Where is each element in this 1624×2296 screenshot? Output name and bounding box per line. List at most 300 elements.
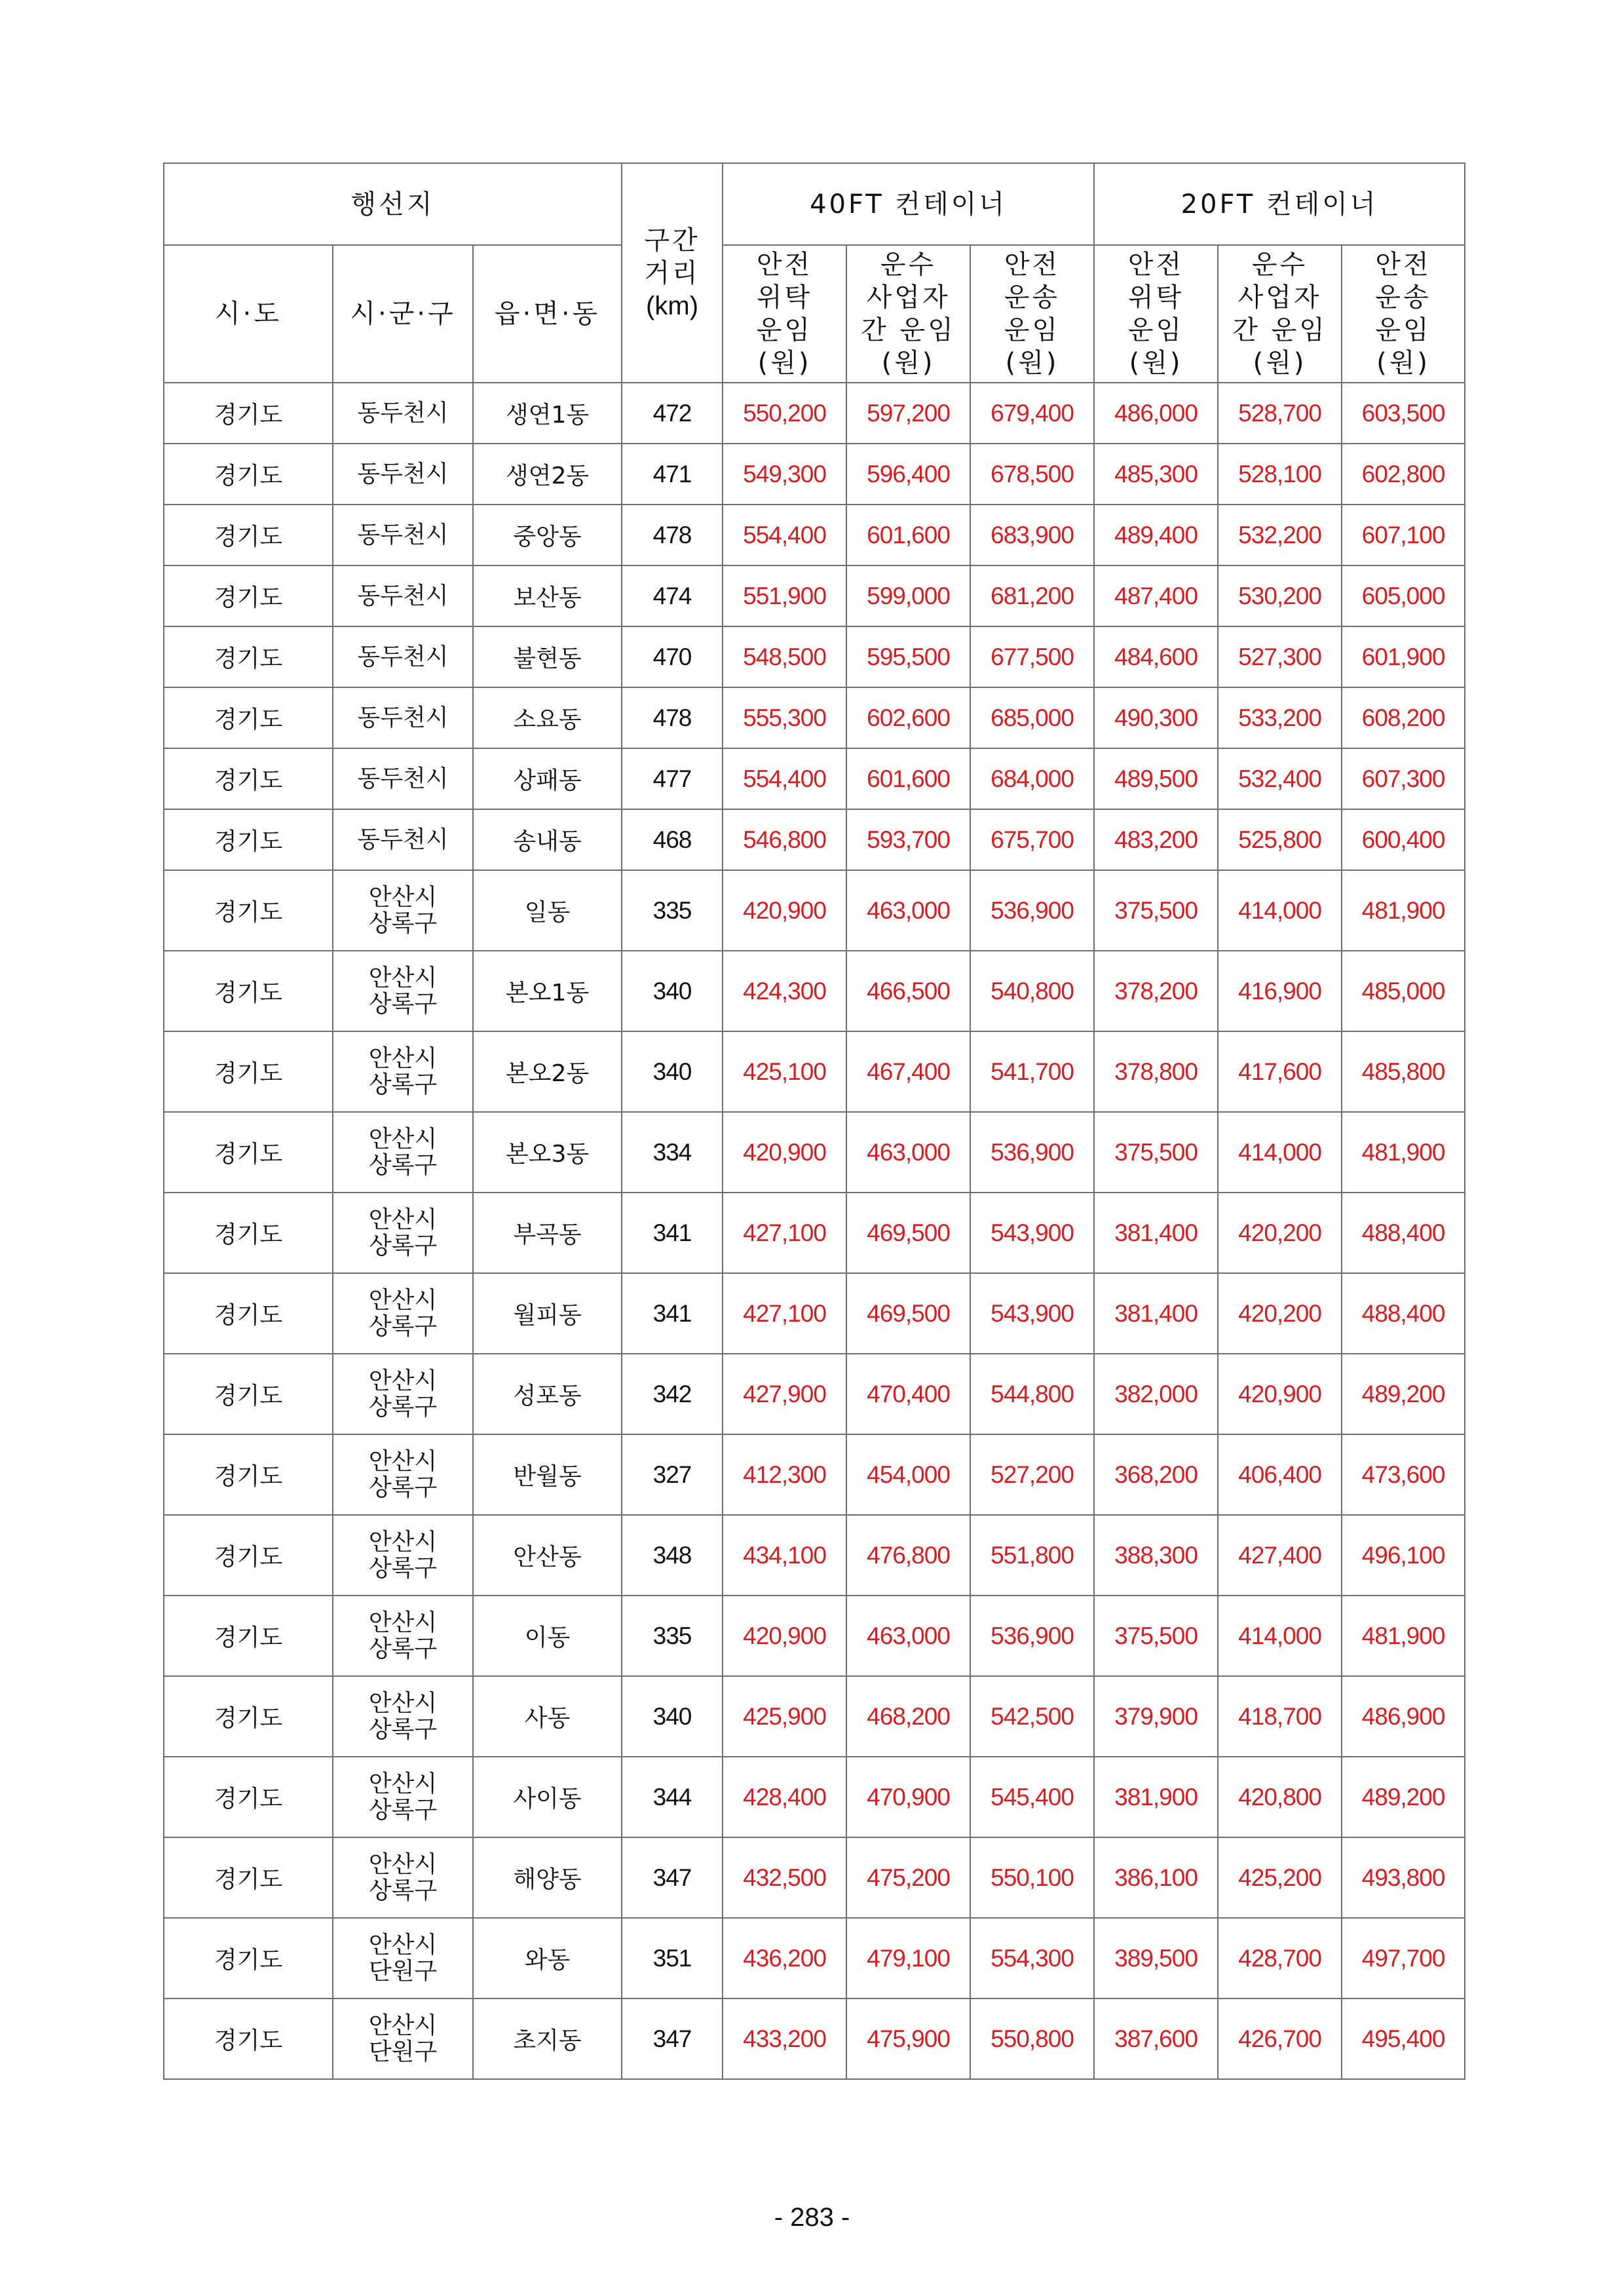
cell-40ft-safe-consign: 548,500 xyxy=(723,626,846,687)
cell-distance-km: 348 xyxy=(622,1515,723,1596)
cell-20ft-safe-consign: 381,900 xyxy=(1094,1757,1218,1837)
cell-sigungu xyxy=(333,1434,473,1515)
cell-40ft-safe-transport: 540,800 xyxy=(970,951,1094,1031)
cell-20ft-carrier: 427,400 xyxy=(1218,1515,1342,1596)
sigungu-line: 상록구 xyxy=(368,1877,438,1904)
cell-20ft-safe-transport: 485,000 xyxy=(1342,951,1465,1031)
cell-20ft-carrier: 406,400 xyxy=(1218,1434,1342,1515)
cell-20ft-safe-transport: 601,900 xyxy=(1342,626,1465,687)
cell-40ft-carrier: 596,400 xyxy=(846,444,970,505)
header-40ft-safe-consign-rate: 안전 위탁 운임 (원) xyxy=(723,245,846,383)
cell-sido: 경기도 xyxy=(164,565,333,626)
cell-dong: 안산동 xyxy=(473,1515,622,1596)
table-row xyxy=(164,1112,1465,1193)
cell-20ft-carrier: 420,800 xyxy=(1218,1757,1342,1837)
cell-dong: 생연1동 xyxy=(473,383,622,444)
cell-dong: 와동 xyxy=(473,1918,622,1999)
cell-20ft-safe-transport: 608,200 xyxy=(1342,687,1465,748)
cell-40ft-safe-consign: 427,100 xyxy=(723,1193,846,1273)
cell-40ft-safe-transport: 542,500 xyxy=(970,1676,1094,1757)
cell-sido: 경기도 xyxy=(164,1676,333,1757)
cell-20ft-carrier: 418,700 xyxy=(1218,1676,1342,1757)
cell-20ft-safe-transport: 488,400 xyxy=(1342,1273,1465,1354)
cell-20ft-safe-transport: 602,800 xyxy=(1342,444,1465,505)
cell-dong: 이동 xyxy=(473,1596,622,1676)
cell-distance-km: 478 xyxy=(622,505,723,565)
cell-distance-km: 327 xyxy=(622,1434,723,1515)
header-20ft-carrier-rate: 운수 사업자 간 운임 (원) xyxy=(1218,245,1342,383)
table-row xyxy=(164,870,1465,951)
cell-sigungu xyxy=(333,1837,473,1918)
table-row xyxy=(164,748,1465,809)
cell-40ft-safe-consign: 428,400 xyxy=(723,1757,846,1837)
cell-40ft-carrier: 475,200 xyxy=(846,1837,970,1918)
cell-20ft-safe-transport: 488,400 xyxy=(1342,1193,1465,1273)
table-row xyxy=(164,951,1465,1031)
cell-distance-km: 341 xyxy=(622,1193,723,1273)
cell-20ft-carrier: 528,700 xyxy=(1218,383,1342,444)
cell-sido: 경기도 xyxy=(164,1434,333,1515)
cell-20ft-safe-consign: 379,900 xyxy=(1094,1676,1218,1757)
cell-40ft-safe-consign: 424,300 xyxy=(723,951,846,1031)
table-row xyxy=(164,1515,1465,1596)
cell-20ft-safe-consign: 485,300 xyxy=(1094,444,1218,505)
cell-40ft-safe-transport: 536,900 xyxy=(970,1596,1094,1676)
cell-dong: 사이동 xyxy=(473,1757,622,1837)
cell-20ft-safe-consign: 387,600 xyxy=(1094,1999,1218,2079)
table-row xyxy=(164,1434,1465,1515)
cell-40ft-safe-consign: 425,100 xyxy=(723,1031,846,1112)
cell-sigungu xyxy=(333,1273,473,1354)
cell-20ft-safe-consign: 378,200 xyxy=(1094,951,1218,1031)
cell-distance-km: 472 xyxy=(622,383,723,444)
cell-distance-km: 471 xyxy=(622,444,723,505)
cell-dong: 상패동 xyxy=(473,748,622,809)
sigungu-line: 동두천시 xyxy=(357,826,449,853)
cell-sido: 경기도 xyxy=(164,1918,333,1999)
sigungu-line: 안산시 xyxy=(368,964,438,991)
sigungu-line: 안산시 xyxy=(368,1770,438,1797)
header-20ft-container: 20FT 컨테이너 xyxy=(1094,163,1465,245)
cell-20ft-safe-consign: 381,400 xyxy=(1094,1193,1218,1273)
cell-sido: 경기도 xyxy=(164,1837,333,1918)
cell-40ft-carrier: 463,000 xyxy=(846,1112,970,1193)
table-row xyxy=(164,1273,1465,1354)
cell-40ft-safe-transport: 544,800 xyxy=(970,1354,1094,1434)
cell-40ft-safe-transport: 678,500 xyxy=(970,444,1094,505)
cell-40ft-safe-consign: 420,900 xyxy=(723,870,846,951)
table-row xyxy=(164,1354,1465,1434)
cell-20ft-safe-transport: 473,600 xyxy=(1342,1434,1465,1515)
cell-40ft-safe-transport: 543,900 xyxy=(970,1193,1094,1273)
header-distance: 구간 거리 (km) xyxy=(622,163,723,383)
sigungu-line: 안산시 xyxy=(368,1931,438,1959)
sigungu-line: 안산시 xyxy=(368,1689,438,1717)
cell-20ft-safe-consign: 375,500 xyxy=(1094,1596,1218,1676)
sigungu-line: 상록구 xyxy=(368,1232,438,1259)
cell-40ft-carrier: 463,000 xyxy=(846,870,970,951)
sigungu-line: 동두천시 xyxy=(357,521,449,548)
cell-40ft-carrier: 463,000 xyxy=(846,1596,970,1676)
cell-sido: 경기도 xyxy=(164,1757,333,1837)
cell-sido: 경기도 xyxy=(164,870,333,951)
cell-20ft-safe-consign: 382,000 xyxy=(1094,1354,1218,1434)
cell-20ft-safe-transport: 493,800 xyxy=(1342,1837,1465,1918)
cell-40ft-safe-transport: 551,800 xyxy=(970,1515,1094,1596)
sigungu-line: 동두천시 xyxy=(357,399,449,427)
cell-40ft-safe-transport: 677,500 xyxy=(970,626,1094,687)
cell-20ft-carrier: 425,200 xyxy=(1218,1837,1342,1918)
cell-20ft-safe-consign: 368,200 xyxy=(1094,1434,1218,1515)
sigungu-line: 동두천시 xyxy=(357,460,449,488)
cell-20ft-carrier: 428,700 xyxy=(1218,1918,1342,1999)
cell-40ft-safe-consign: 433,200 xyxy=(723,1999,846,2079)
cell-40ft-safe-consign: 551,900 xyxy=(723,565,846,626)
header-sido: 시·도 xyxy=(164,245,333,383)
sigungu-line: 동두천시 xyxy=(357,643,449,670)
cell-sido: 경기도 xyxy=(164,1354,333,1434)
cell-40ft-safe-consign: 555,300 xyxy=(723,687,846,748)
sigungu-line: 안산시 xyxy=(368,1850,438,1878)
cell-distance-km: 478 xyxy=(622,687,723,748)
cell-40ft-safe-transport: 550,100 xyxy=(970,1837,1094,1918)
cell-20ft-carrier: 527,300 xyxy=(1218,626,1342,687)
sigungu-line: 안산시 xyxy=(368,1044,438,1072)
table-row xyxy=(164,1193,1465,1273)
cell-40ft-carrier: 599,000 xyxy=(846,565,970,626)
cell-dong: 반월동 xyxy=(473,1434,622,1515)
sigungu-line: 동두천시 xyxy=(357,582,449,609)
table-row xyxy=(164,383,1465,444)
cell-40ft-safe-transport: 684,000 xyxy=(970,748,1094,809)
cell-sido: 경기도 xyxy=(164,1999,333,2079)
cell-20ft-safe-transport: 481,900 xyxy=(1342,870,1465,951)
cell-40ft-safe-transport: 527,200 xyxy=(970,1434,1094,1515)
cell-dong: 성포동 xyxy=(473,1354,622,1434)
cell-40ft-carrier: 476,800 xyxy=(846,1515,970,1596)
cell-20ft-carrier: 525,800 xyxy=(1218,809,1342,870)
header-40ft-safe-transport-rate: 안전 운송 운임 (원) xyxy=(970,245,1094,383)
table-row xyxy=(164,444,1465,505)
cell-sido: 경기도 xyxy=(164,1596,333,1676)
table-row xyxy=(164,1757,1465,1837)
cell-40ft-safe-transport: 681,200 xyxy=(970,565,1094,626)
cell-40ft-carrier: 469,500 xyxy=(846,1273,970,1354)
sigungu-line: 안산시 xyxy=(368,1367,438,1394)
cell-sigungu xyxy=(333,951,473,1031)
cell-dong: 본오1동 xyxy=(473,951,622,1031)
cell-40ft-carrier: 593,700 xyxy=(846,809,970,870)
cell-40ft-safe-consign: 554,400 xyxy=(723,505,846,565)
cell-dong: 월피동 xyxy=(473,1273,622,1354)
header-40ft-container: 40FT 컨테이너 xyxy=(723,163,1094,245)
cell-distance-km: 342 xyxy=(622,1354,723,1434)
cell-40ft-safe-transport: 536,900 xyxy=(970,870,1094,951)
cell-sido: 경기도 xyxy=(164,626,333,687)
cell-40ft-carrier: 454,000 xyxy=(846,1434,970,1515)
cell-40ft-carrier: 470,900 xyxy=(846,1757,970,1837)
cell-20ft-safe-consign: 487,400 xyxy=(1094,565,1218,626)
cell-40ft-carrier: 479,100 xyxy=(846,1918,970,1999)
cell-distance-km: 340 xyxy=(622,1676,723,1757)
table-row xyxy=(164,1837,1465,1918)
sigungu-line: 단원구 xyxy=(368,1957,438,1985)
cell-20ft-safe-transport: 485,800 xyxy=(1342,1031,1465,1112)
cell-dong: 소요동 xyxy=(473,687,622,748)
cell-distance-km: 340 xyxy=(622,951,723,1031)
cell-40ft-safe-transport: 536,900 xyxy=(970,1112,1094,1193)
cell-distance-km: 477 xyxy=(622,748,723,809)
sigungu-line: 상록구 xyxy=(368,1312,438,1340)
cell-sido: 경기도 xyxy=(164,1112,333,1193)
cell-distance-km: 344 xyxy=(622,1757,723,1837)
freight-rate-table xyxy=(163,163,1465,2080)
table-row xyxy=(164,1918,1465,1999)
cell-20ft-carrier: 416,900 xyxy=(1218,951,1342,1031)
cell-40ft-safe-consign: 546,800 xyxy=(723,809,846,870)
sigungu-line: 상록구 xyxy=(368,1151,438,1179)
cell-dong: 불현동 xyxy=(473,626,622,687)
cell-20ft-safe-consign: 389,500 xyxy=(1094,1918,1218,1999)
cell-20ft-safe-transport: 607,100 xyxy=(1342,505,1465,565)
table-row xyxy=(164,687,1465,748)
cell-20ft-safe-transport: 605,000 xyxy=(1342,565,1465,626)
cell-dong: 송내동 xyxy=(473,809,622,870)
cell-40ft-safe-transport: 550,800 xyxy=(970,1999,1094,2079)
cell-dong: 본오3동 xyxy=(473,1112,622,1193)
cell-40ft-carrier: 601,600 xyxy=(846,505,970,565)
sigungu-line: 상록구 xyxy=(368,990,438,1018)
cell-distance-km: 351 xyxy=(622,1918,723,1999)
cell-dong: 초지동 xyxy=(473,1999,622,2079)
cell-sido: 경기도 xyxy=(164,748,333,809)
cell-sido: 경기도 xyxy=(164,809,333,870)
sigungu-line: 상록구 xyxy=(368,1635,438,1662)
cell-20ft-safe-consign: 489,400 xyxy=(1094,505,1218,565)
cell-20ft-safe-transport: 486,900 xyxy=(1342,1676,1465,1757)
sigungu-line: 상록구 xyxy=(368,1554,438,1582)
table-row xyxy=(164,1676,1465,1757)
cell-sigungu xyxy=(333,748,473,809)
cell-20ft-carrier: 530,200 xyxy=(1218,565,1342,626)
sigungu-line: 상록구 xyxy=(368,1715,438,1743)
cell-20ft-carrier: 420,200 xyxy=(1218,1273,1342,1354)
cell-20ft-safe-consign: 386,100 xyxy=(1094,1837,1218,1918)
cell-sigungu xyxy=(333,1918,473,1999)
cell-20ft-carrier: 414,000 xyxy=(1218,1112,1342,1193)
table-row xyxy=(164,565,1465,626)
cell-sigungu xyxy=(333,626,473,687)
header-20ft-safe-transport-rate: 안전 운송 운임 (원) xyxy=(1342,245,1465,383)
cell-sigungu xyxy=(333,870,473,951)
cell-distance-km: 335 xyxy=(622,870,723,951)
cell-sigungu xyxy=(333,1757,473,1837)
cell-20ft-safe-consign: 486,000 xyxy=(1094,383,1218,444)
cell-20ft-carrier: 414,000 xyxy=(1218,870,1342,951)
cell-40ft-safe-consign: 436,200 xyxy=(723,1918,846,1999)
sigungu-line: 안산시 xyxy=(368,2012,438,2039)
cell-20ft-safe-transport: 497,700 xyxy=(1342,1918,1465,1999)
cell-40ft-safe-consign: 427,100 xyxy=(723,1273,846,1354)
cell-20ft-safe-transport: 603,500 xyxy=(1342,383,1465,444)
cell-20ft-safe-consign: 489,500 xyxy=(1094,748,1218,809)
cell-40ft-safe-consign: 432,500 xyxy=(723,1837,846,1918)
cell-20ft-safe-transport: 496,100 xyxy=(1342,1515,1465,1596)
cell-40ft-safe-consign: 554,400 xyxy=(723,748,846,809)
cell-40ft-safe-transport: 685,000 xyxy=(970,687,1094,748)
cell-20ft-carrier: 532,200 xyxy=(1218,505,1342,565)
cell-40ft-safe-consign: 427,900 xyxy=(723,1354,846,1434)
cell-20ft-safe-transport: 489,200 xyxy=(1342,1354,1465,1434)
cell-40ft-carrier: 468,200 xyxy=(846,1676,970,1757)
cell-20ft-safe-consign: 375,500 xyxy=(1094,870,1218,951)
cell-sigungu xyxy=(333,1515,473,1596)
cell-20ft-carrier: 532,400 xyxy=(1218,748,1342,809)
cell-20ft-carrier: 533,200 xyxy=(1218,687,1342,748)
cell-sido: 경기도 xyxy=(164,505,333,565)
cell-sido: 경기도 xyxy=(164,1193,333,1273)
sigungu-line: 단원구 xyxy=(368,2038,438,2065)
sigungu-line: 동두천시 xyxy=(357,704,449,731)
sigungu-line: 동두천시 xyxy=(357,765,449,792)
sigungu-line: 안산시 xyxy=(368,1528,438,1556)
cell-distance-km: 468 xyxy=(622,809,723,870)
cell-20ft-safe-consign: 388,300 xyxy=(1094,1515,1218,1596)
cell-distance-km: 470 xyxy=(622,626,723,687)
cell-dong: 생연2동 xyxy=(473,444,622,505)
cell-40ft-carrier: 467,400 xyxy=(846,1031,970,1112)
cell-dong: 본오2동 xyxy=(473,1031,622,1112)
cell-dong: 보산동 xyxy=(473,565,622,626)
cell-dong: 중앙동 xyxy=(473,505,622,565)
cell-sido: 경기도 xyxy=(164,687,333,748)
sigungu-line: 상록구 xyxy=(368,1796,438,1824)
cell-distance-km: 347 xyxy=(622,1837,723,1918)
cell-20ft-carrier: 420,200 xyxy=(1218,1193,1342,1273)
cell-40ft-safe-consign: 434,100 xyxy=(723,1515,846,1596)
cell-40ft-carrier: 601,600 xyxy=(846,748,970,809)
cell-20ft-carrier: 417,600 xyxy=(1218,1031,1342,1112)
cell-40ft-safe-consign: 550,200 xyxy=(723,383,846,444)
sigungu-line: 안산시 xyxy=(368,1125,438,1153)
header-sigungu: 시·군·구 xyxy=(333,245,473,383)
cell-20ft-safe-consign: 375,500 xyxy=(1094,1112,1218,1193)
cell-40ft-safe-transport: 679,400 xyxy=(970,383,1094,444)
cell-distance-km: 474 xyxy=(622,565,723,626)
cell-20ft-carrier: 420,900 xyxy=(1218,1354,1342,1434)
table-row xyxy=(164,1031,1465,1112)
cell-20ft-carrier: 426,700 xyxy=(1218,1999,1342,2079)
cell-20ft-safe-consign: 483,200 xyxy=(1094,809,1218,870)
cell-dong: 부곡동 xyxy=(473,1193,622,1273)
cell-sido: 경기도 xyxy=(164,383,333,444)
header-20ft-safe-consign-rate: 안전 위탁 운임 (원) xyxy=(1094,245,1218,383)
cell-20ft-safe-consign: 378,800 xyxy=(1094,1031,1218,1112)
cell-sigungu xyxy=(333,1596,473,1676)
cell-distance-km: 340 xyxy=(622,1031,723,1112)
sigungu-line: 안산시 xyxy=(368,1206,438,1233)
cell-40ft-safe-transport: 675,700 xyxy=(970,809,1094,870)
cell-40ft-safe-consign: 420,900 xyxy=(723,1596,846,1676)
cell-40ft-safe-consign: 549,300 xyxy=(723,444,846,505)
cell-sigungu xyxy=(333,444,473,505)
cell-sido: 경기도 xyxy=(164,1515,333,1596)
sigungu-line: 안산시 xyxy=(368,1609,438,1636)
cell-dong: 사동 xyxy=(473,1676,622,1757)
header-destination: 행선지 xyxy=(164,163,622,245)
cell-20ft-safe-consign: 381,400 xyxy=(1094,1273,1218,1354)
sigungu-line: 상록구 xyxy=(368,1474,438,1501)
cell-distance-km: 347 xyxy=(622,1999,723,2079)
table-row xyxy=(164,809,1465,870)
cell-20ft-safe-transport: 489,200 xyxy=(1342,1757,1465,1837)
cell-dong: 해양동 xyxy=(473,1837,622,1918)
cell-dong: 일동 xyxy=(473,870,622,951)
cell-40ft-safe-transport: 541,700 xyxy=(970,1031,1094,1112)
sigungu-line: 안산시 xyxy=(368,1286,438,1314)
cell-sigungu xyxy=(333,1112,473,1193)
cell-40ft-safe-transport: 683,900 xyxy=(970,505,1094,565)
cell-sigungu xyxy=(333,1999,473,2079)
cell-40ft-safe-transport: 554,300 xyxy=(970,1918,1094,1999)
cell-sigungu xyxy=(333,1354,473,1434)
cell-40ft-carrier: 470,400 xyxy=(846,1354,970,1434)
cell-sigungu xyxy=(333,383,473,444)
header-40ft-carrier-rate: 운수 사업자 간 운임 (원) xyxy=(846,245,970,383)
sigungu-line: 안산시 xyxy=(368,1447,438,1475)
table-row xyxy=(164,1999,1465,2079)
table-row xyxy=(164,626,1465,687)
cell-sigungu xyxy=(333,505,473,565)
cell-40ft-carrier: 602,600 xyxy=(846,687,970,748)
cell-20ft-safe-transport: 481,900 xyxy=(1342,1596,1465,1676)
cell-sido: 경기도 xyxy=(164,1031,333,1112)
cell-sigungu xyxy=(333,809,473,870)
cell-40ft-carrier: 597,200 xyxy=(846,383,970,444)
cell-40ft-safe-transport: 545,400 xyxy=(970,1757,1094,1837)
cell-40ft-carrier: 466,500 xyxy=(846,951,970,1031)
cell-20ft-carrier: 528,100 xyxy=(1218,444,1342,505)
sigungu-line: 안산시 xyxy=(368,883,438,911)
page-number: - 283 - xyxy=(774,2203,850,2232)
rate-rows xyxy=(164,383,1465,2079)
cell-distance-km: 334 xyxy=(622,1112,723,1193)
cell-20ft-safe-transport: 600,400 xyxy=(1342,809,1465,870)
cell-40ft-carrier: 475,900 xyxy=(846,1999,970,2079)
sigungu-line: 상록구 xyxy=(368,909,438,937)
cell-sigungu xyxy=(333,687,473,748)
cell-20ft-safe-transport: 495,400 xyxy=(1342,1999,1465,2079)
header-eupmyeondong: 읍·면·동 xyxy=(473,245,622,383)
cell-distance-km: 341 xyxy=(622,1273,723,1354)
table-row xyxy=(164,505,1465,565)
cell-20ft-safe-transport: 607,300 xyxy=(1342,748,1465,809)
table-row xyxy=(164,1596,1465,1676)
cell-sido: 경기도 xyxy=(164,444,333,505)
cell-40ft-safe-consign: 412,300 xyxy=(723,1434,846,1515)
cell-40ft-carrier: 595,500 xyxy=(846,626,970,687)
cell-distance-km: 335 xyxy=(622,1596,723,1676)
cell-40ft-carrier: 469,500 xyxy=(846,1193,970,1273)
cell-40ft-safe-consign: 420,900 xyxy=(723,1112,846,1193)
cell-sigungu xyxy=(333,565,473,626)
cell-sido: 경기도 xyxy=(164,951,333,1031)
cell-40ft-safe-transport: 543,900 xyxy=(970,1273,1094,1354)
cell-sigungu xyxy=(333,1193,473,1273)
cell-20ft-safe-consign: 484,600 xyxy=(1094,626,1218,687)
cell-20ft-safe-consign: 490,300 xyxy=(1094,687,1218,748)
sigungu-line: 상록구 xyxy=(368,1071,438,1098)
